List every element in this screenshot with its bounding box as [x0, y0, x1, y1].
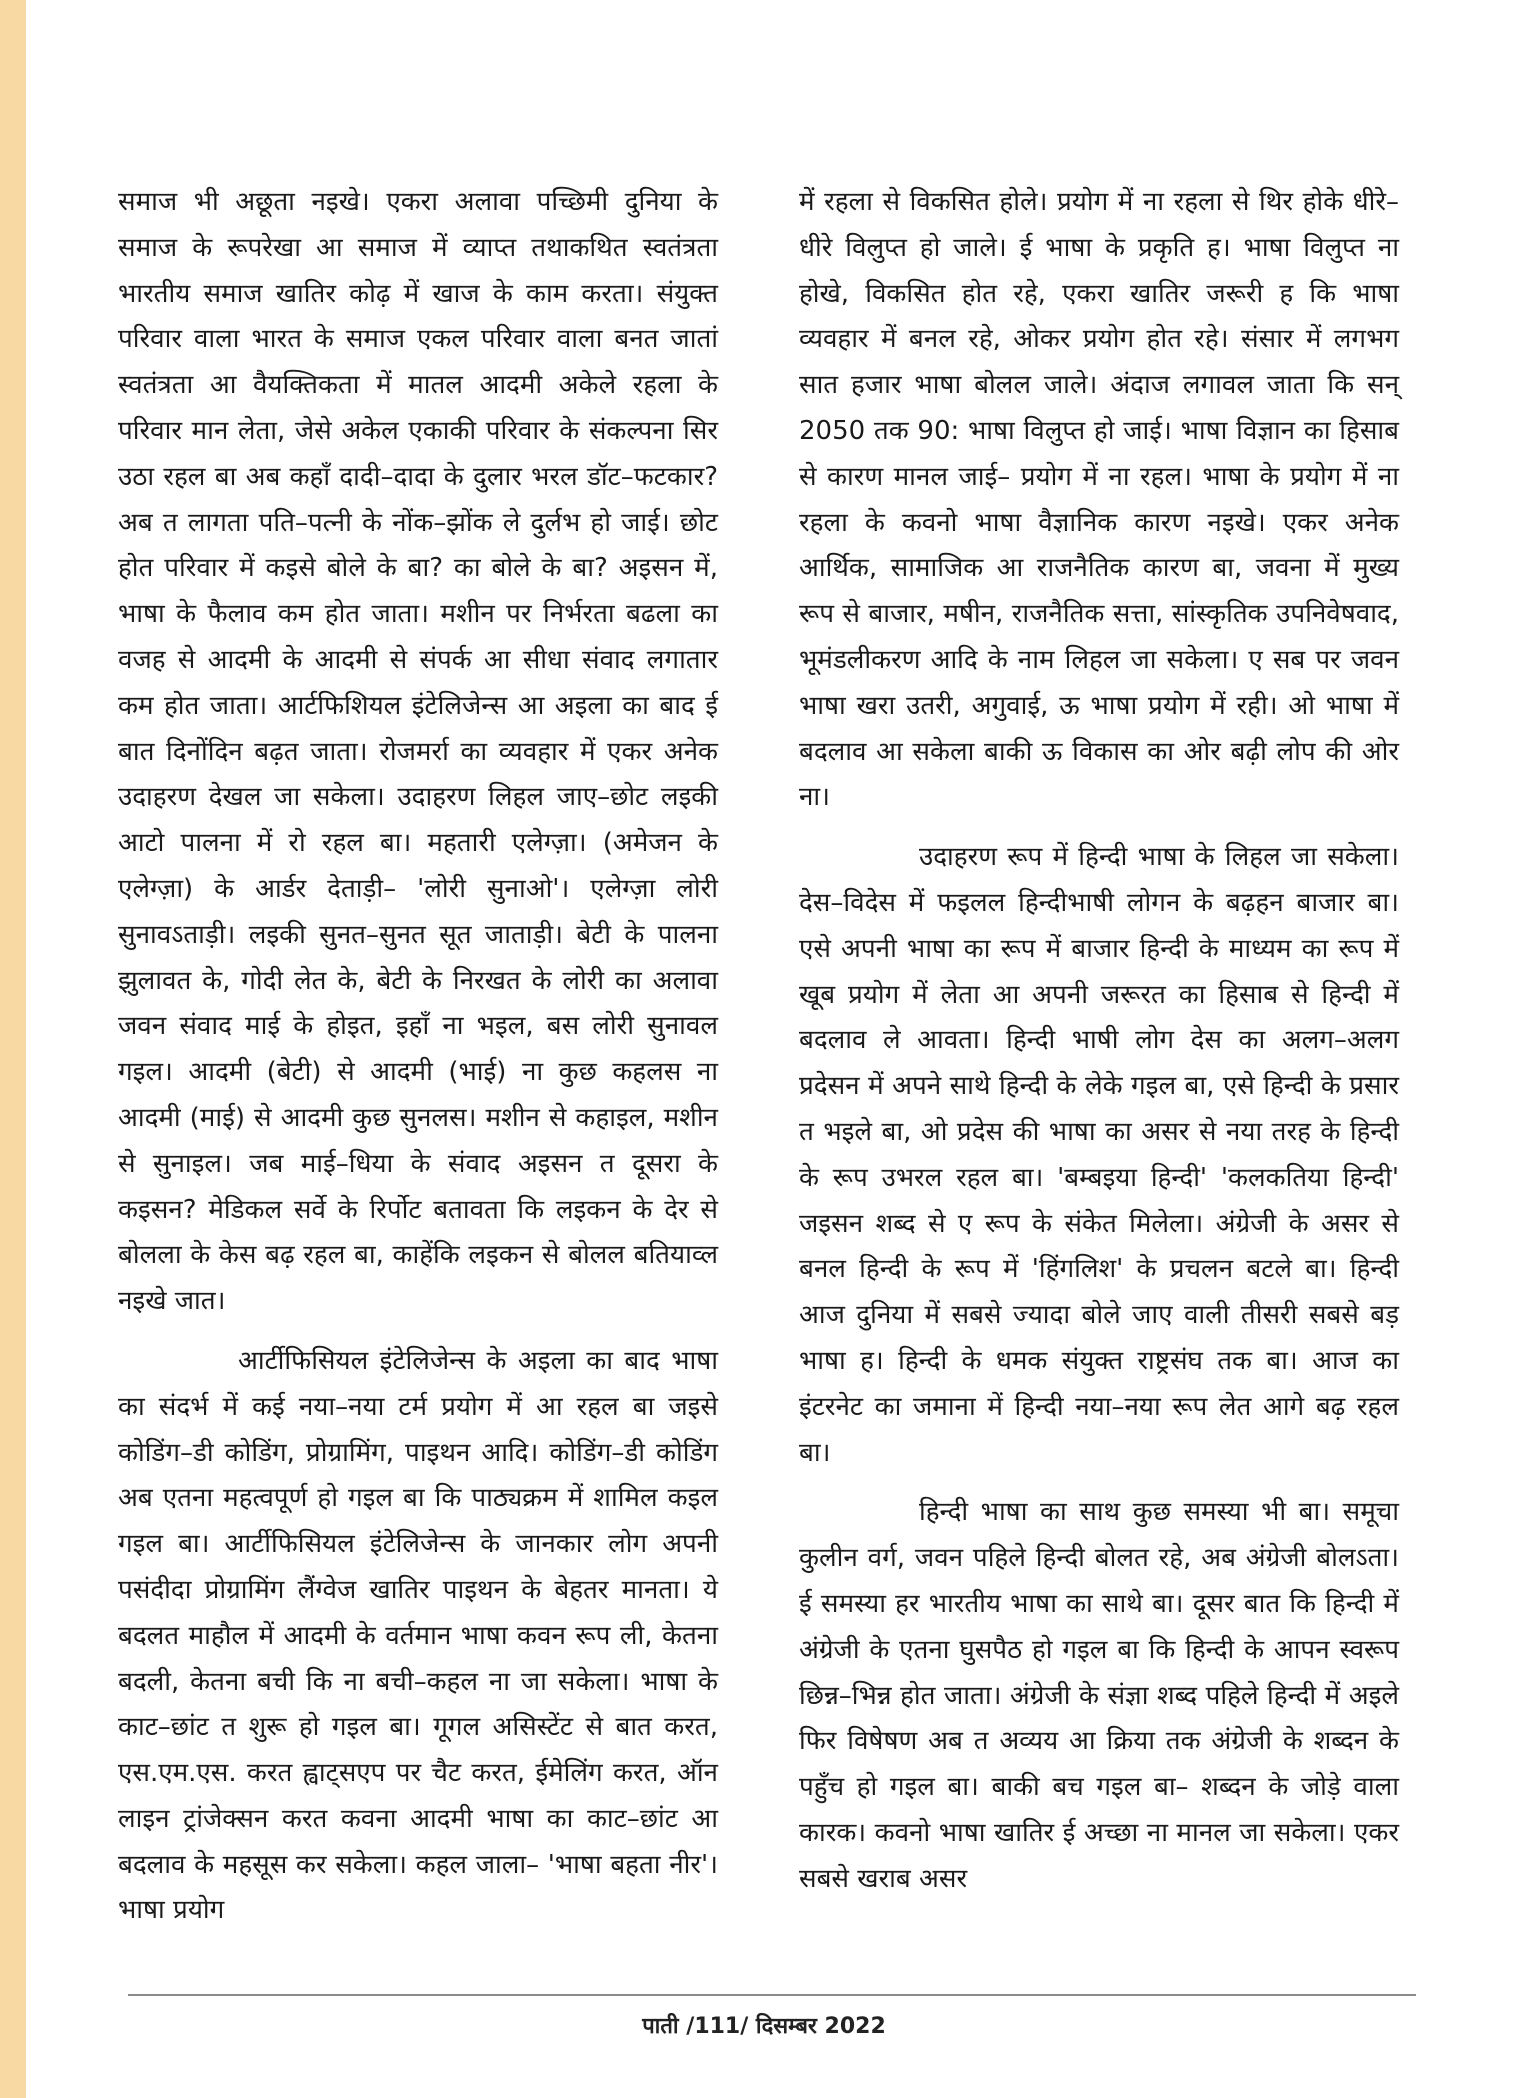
paragraph: में रहला से विकसित होले। प्रयोग में ना रहला से थिर होके धीरे–धीरे विलुप्त हो जाले। ई भाषा के प्रकृति ह। भाषा विलुप्त ना होखे, विकसित होत रहे, एकरा खातिर जरूरी ह कि भाषा व्यवहार में बनल रहे, ओकर प्रयोग होत रहे। संसार में लगभग सात हजार भाषा बोलल जाले। अंदाज लगावल जाता कि सन् 2050 तक 90: भाषा विलुप्त हो जाई। भाषा विज्ञान का हिसाब से कारण मानल जाई– प्रयोग में ना रहल। भाषा के प्रयोग में ना रहला के कवनो भाषा वैज्ञानिक कारण नइखे। एकर अनेक आर्थिक, सामाजिक आ राजनैतिक कारण बा, जवना में मुख्य रूप से बाजार, मषीन, राजनैतिक सत्ता, सांस्कृतिक उपनिवेषवाद, भूमंडलीकरण आदि के नाम लिहल जा सकेला। ए सब पर जवन भाषा खरा उतरी, अगुवाई, ऊ भाषा प्रयोग में रही। ओ भाषा में बदलाव आ सकेला बाकी ऊ विकास का ओर बढ़ी लोप की ओर ना।	[799, 187, 1399, 813]
page-footer: पाती /111/ दिसम्बर 2022	[642, 2014, 886, 2039]
article-column-left	[118, 180, 718, 1948]
footer-divider	[128, 1994, 1416, 1996]
decorative-side-strip	[0, 0, 26, 2098]
paragraph: समाज भी अछूता नइखे। एकरा अलावा पच्छिमी दुनिया के समाज के रूपरेखा आ समाज में व्याप्त तथाकथित स्वतंत्रता भारतीय समाज खातिर कोढ़ में खाज के काम करता। संयुक्त परिवार वाला भारत के समाज एकल परिवार वाला बनत जातां स्वतंत्रता आ वैयक्तिकता में मातल आदमी अकेले रहला के परिवार मान लेता, जेसे अकेल एकाकी परिवार के संकल्पना सिर उठा रहल बा अब कहाँ दादी–दादा के दुलार भरल डॉट–फटकार? अब त लागता पति–पत्नी के नोंक–झोंक ले दुर्लभ हो जाई। छोट होत परिवार में कइसे बोले के बा? का बोले के बा? अइसन में, भाषा के फैलाव कम होत जाता। मशीन पर निर्भरता बढला का वजह से आदमी के आदमी से संपर्क आ सीधा संवाद लगातार कम होत जाता। आर्टफिशियल इंटेलिजेन्स आ अइला का बाद ई बात दिनोंदिन बढ़त जाता। रोजमर्रा का व्यवहार में एकर अनेक उदाहरण देखल जा सकेला। उदाहरण लिहल जाए–छोट लइकी आटो पालना में रो रहल बा। महतारी एलेग्ज़ा। (अमेजन के एलेग्ज़ा) के आर्डर देताड़ी– 'लोरी सुनाओ'। एलेग्ज़ा लोरी सुनावऽताड़ी। लइकी सुनत–सुनत सूत जाताड़ी। बेटी के पालना झुलावत के, गोदी लेत के, बेटी के निरखत के लोरी का अलावा जवन संवाद माई के होइत, इहाँ ना भइल, बस लोरी सुनावल गइल। आदमी (बेटी) से आदमी (भाई) ना कुछ कहलस ना आदमी (माई) से आदमी कुछ सुनलस। मशीन से कहाइल, मशीन से सुनाइल। जब माई–धिया के संवाद अइसन त दूसरा के कइसन? मेडिकल सर्वे के रिर्पोट बतावता कि लइकन के देर से बोलला के केस बढ़ रहल बा, काहेंकि लइकन से बोलल बतियाव्ल नइखे जात।	[118, 187, 718, 1317]
article-column-right	[799, 180, 1399, 1916]
paragraph: हिन्दी भाषा का साथ कुछ समस्या भी बा। समूचा कुलीन वर्ग, जवन पहिले हिन्दी बोलत रहे, अब अंग्रेजी बोलऽता। ई समस्या हर भारतीय भाषा का साथे बा। दूसर बात कि हिन्दी में अंग्रेजी के एतना घुसपैठ हो गइल बा कि हिन्दी के आपन स्वरूप छिन्न–भिन्न होत जाता। अंग्रेजी के संज्ञा शब्द पहिले हिन्दी में अइले फिर विषेषण अब त अव्यय आ क्रिया तक अंग्रेजी के शब्दन के पहुँच हो गइल बा। बाकी बच गइल बा– शब्दन के जोड़े वाला कारक। कवनो भाषा खातिर ई अच्छा ना मानल जा सकेला। एकर सबसे खराब असर	[799, 1497, 1399, 1894]
paragraph: आर्टीफिसियल इंटेलिजेन्स के अइला का बाद भाषा का संदर्भ में कई नया–नया टर्म प्रयोग में आ रहल बा जइसे कोडिंग–डी कोडिंग, प्रोग्रामिंग, पाइथन आदि। कोडिंग–डी कोडिंग अब एतना महत्वपूर्ण हो गइल बा कि पाठ्यक्रम में शामिल कइल गइल बा। आर्टीफिसियल इंटेलिजेन्स के जानकार लोग अपनी पसंदीदा प्रोग्रामिंग लैंग्वेज खातिर पाइथन के बेहतर मानता। ये बदलत माहौल में आदमी के वर्तमान भाषा कवन रूप ली, केतना बदली, केतना बची कि ना बची–कहल ना जा सकेला। भाषा के काट–छांट त शुरू हो गइल बा। गूगल असिस्टेंट से बात करत, एस.एम.एस. करत ह्वाट्सएप पर चैट करत, ईमेलिंग करत, ऑन लाइन ट्रांजेक्सन करत कवना आदमी भाषा का काट–छांट आ बदलाव के महसूस कर सकेला। कहल जाला– 'भाषा बहता नीर'। भाषा प्रयोग	[118, 1345, 718, 1926]
paragraph: उदाहरण रूप में हिन्दी भाषा के लिहल जा सकेला। देस–विदेस में फइलल हिन्दीभाषी लोगन के बढ़हन बाजार बा। एसे अपनी भाषा का रूप में बाजार हिन्दी के माध्यम का रूप में खूब प्रयोग में लेता आ अपनी जरूरत का हिसाब से हिन्दी में बदलाव ले आवता। हिन्दी भाषी लोग देस का अलग–अलग प्रदेसन में अपने साथे हिन्दी के लेके गइल बा, एसे हिन्दी के प्रसार त भइले बा, ओ प्रदेस की भाषा का असर से नया तरह के हिन्दी के रूप उभरल रहल बा। 'बम्बइया हिन्दी' 'कलकतिया हिन्दी' जइसन शब्द से ए रूप के संकेत मिलेला। अंग्रेजी के असर से बनल हिन्दी के रूप में 'हिंगलिश' के प्रचलन बटले बा। हिन्दी आज दुनिया में सबसे ज्यादा बोले जाए वाली तीसरी सबसे बड़ भाषा ह। हिन्दी के धमक संयुक्त राष्ट्रसंघ तक बा। आज का इंटरनेट का जमाना में हिन्दी नया–नया रूप लेत आगे बढ़ रहल बा।	[799, 842, 1399, 1468]
